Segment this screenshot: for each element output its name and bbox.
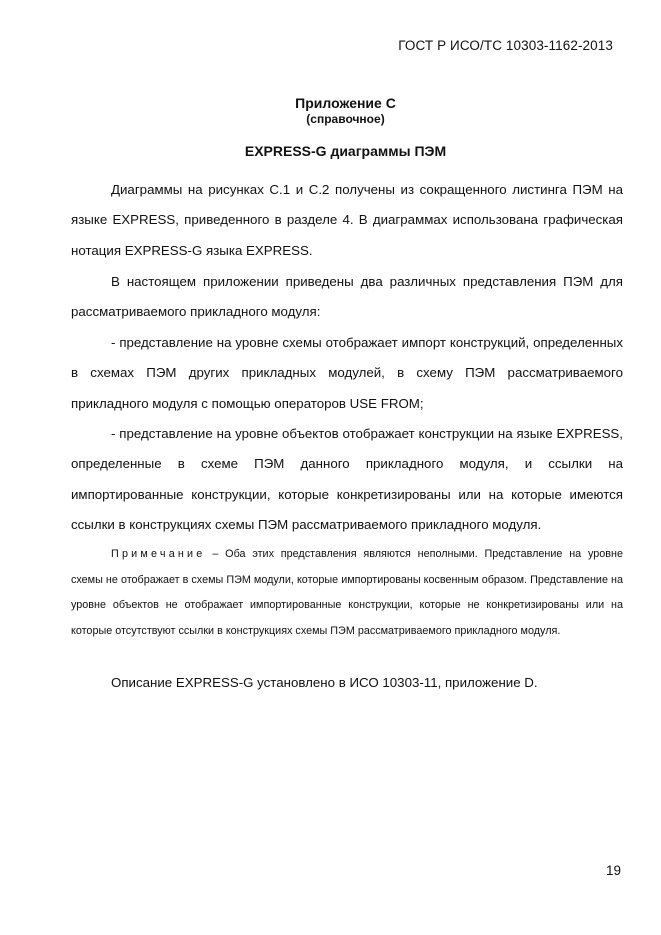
list-item-schema-level: - представление на уровне схемы отображает импорт конструкций, определенных в схемах ПЭМ других прикладных модулей, в схему ПЭМ рассматриваемого прикладного модуля с помощью операторов USE FROM; bbox=[71, 335, 623, 411]
paragraph-intro: Диаграммы на рисунках C.1 и C.2 получены из сокращенного листинга ПЭМ на языке EXPRESS, приведенного в разделе 4. В диаграммах использована графическая нотация EXPRESS-G языка EXPRESS. bbox=[71, 182, 623, 258]
paragraph-express-g-reference: Описание EXPRESS-G установлено в ИСО 10303-11, приложение D. bbox=[111, 675, 538, 690]
note-dash: – bbox=[205, 548, 226, 560]
list-item-entity-level: - представление на уровне объектов отображает конструкции на языке EXPRESS, определенные в схеме ПЭМ данного прикладного модуля, и ссылки на импортированные конструкции, которые конкретизированы или на которые имеются ссылки в конструкциях схемы ПЭМ рассматриваемого прикладного модуля. bbox=[71, 426, 623, 532]
appendix-subtitle: (справочное) bbox=[306, 112, 385, 126]
note-text: Оба этих представления являются неполными. Представление на уровне схемы не отображает в схемы ПЭМ модули, которые импортированы косвенным образом. Представление на уровне объектов не отображает импортированные конструкции, которые не конкретизированы или на которые отсутствуют ссылки в конструкциях схемы ПЭМ рассматриваемого прикладного модуля. bbox=[71, 548, 623, 637]
note-block bbox=[71, 542, 623, 644]
note-label: Примечание bbox=[111, 548, 206, 560]
page-number: 19 bbox=[605, 863, 621, 878]
paragraph-representations: В настоящем приложении приведены два различных представления ПЭМ для рассматриваемого прикладного модуля: bbox=[71, 274, 623, 320]
section-title: EXPRESS-G диаграммы ПЭМ bbox=[244, 143, 447, 159]
appendix-title: Приложение С bbox=[295, 95, 396, 111]
standard-header: ГОСТ Р ИСО/ТС 10303-1162-2013 bbox=[398, 38, 613, 53]
